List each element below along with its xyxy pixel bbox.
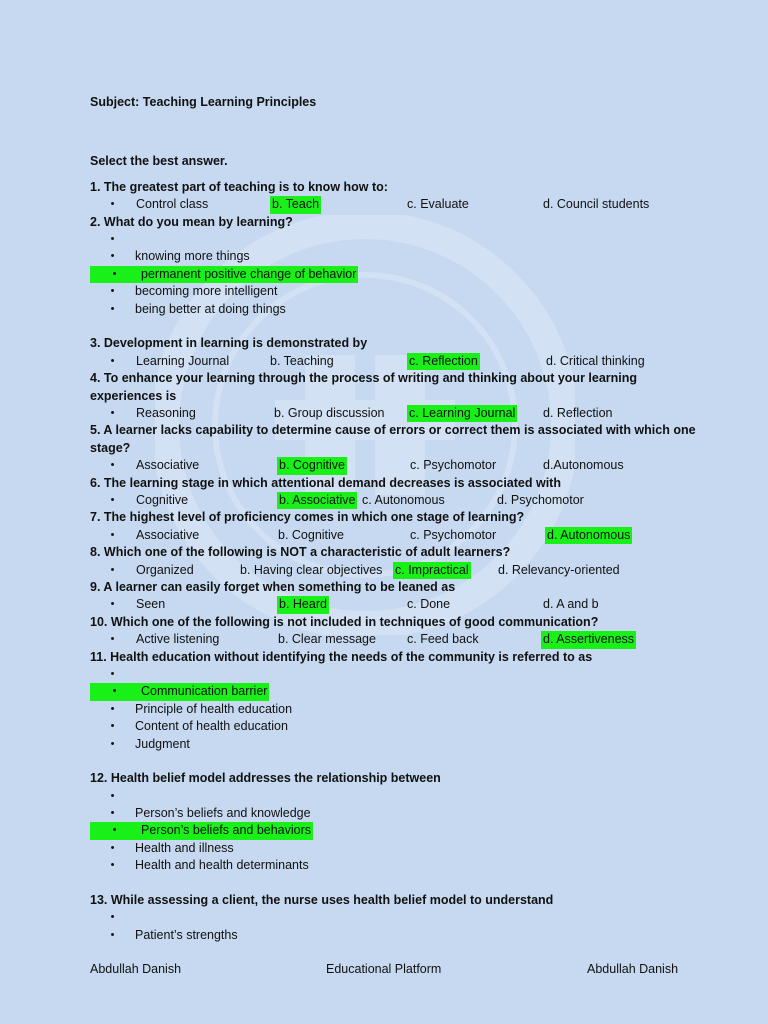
list-item: • Content of health education xyxy=(90,718,730,735)
option-a: Reasoning xyxy=(136,405,196,420)
option-d: d. Psychomotor xyxy=(497,492,584,507)
option-a: Organized xyxy=(136,562,194,577)
list-item-answer: • Communication barrier xyxy=(90,683,730,700)
option-b: b. Associative xyxy=(277,492,357,509)
option-d: d. A and b xyxy=(543,597,599,612)
bullet: • xyxy=(90,822,139,839)
list-item xyxy=(90,231,730,248)
list-item xyxy=(90,909,730,926)
option-a: Learning Journal xyxy=(136,353,230,368)
bullet: • xyxy=(110,354,115,367)
option-c: c. Feed back xyxy=(407,632,479,647)
bullet: • xyxy=(110,563,115,576)
bullet: • xyxy=(110,633,115,646)
list-item: • Health and health determinants xyxy=(90,857,730,874)
option-b: b. Teaching xyxy=(270,353,334,368)
option-c: c. Impractical xyxy=(393,562,471,579)
options-row-7 xyxy=(90,527,730,544)
bullet: • xyxy=(110,233,115,246)
option-d: d. Critical thinking xyxy=(546,353,645,368)
bullet: • xyxy=(110,789,115,802)
options-row-1 xyxy=(90,196,730,213)
option-b: b. Teach xyxy=(270,196,321,213)
options-row-9 xyxy=(90,596,730,613)
question-9: 9. A learner can easily forget when something to be leaned as xyxy=(90,579,456,594)
bullet: • xyxy=(110,911,115,924)
list-item-answer: • Person’s beliefs and behaviors xyxy=(90,822,730,839)
bullet: • xyxy=(110,302,115,315)
question-2: 2. What do you mean by learning? xyxy=(90,214,293,229)
options-row-3 xyxy=(90,353,730,370)
question-11: 11. Health education without identifying the needs of the community is referred to as xyxy=(90,649,593,664)
bullet: • xyxy=(110,928,115,941)
footer-left: Abdullah Danish xyxy=(90,962,182,976)
footer-center: Educational Platform xyxy=(326,962,442,976)
question-8: 8. Which one of the following is NOT a characteristic of adult learners? xyxy=(90,545,511,560)
bullet: • xyxy=(110,667,115,680)
option-b: b. Having clear objectives xyxy=(240,562,383,577)
question-6: 6. The learning stage in which attentional demand decreases is associated with xyxy=(90,475,561,490)
option-c: c. Psychomotor xyxy=(410,458,497,473)
options-row-4 xyxy=(90,405,730,422)
list-item xyxy=(90,788,730,805)
option-b: b. Clear message xyxy=(278,632,376,647)
option-c: c. Psychomotor xyxy=(410,527,497,542)
question-13: 13. While assessing a client, the nurse uses health belief model to understand xyxy=(90,893,554,908)
option-c: c. Autonomous xyxy=(362,492,445,507)
list-item: • knowing more things xyxy=(90,248,730,265)
options-row-8 xyxy=(90,562,730,579)
option-d: d. Autonomous xyxy=(545,527,632,544)
bullet: • xyxy=(110,859,115,872)
option-d: d. Assertiveness xyxy=(541,631,636,648)
bullet: • xyxy=(90,266,139,283)
instruction: Select the best answer. xyxy=(90,154,228,169)
option-b: b. Cognitive xyxy=(277,457,347,474)
option-d: d. Council students xyxy=(543,197,650,212)
option-a: Control class xyxy=(136,197,209,212)
bullet: • xyxy=(110,250,115,263)
options-row-6 xyxy=(90,492,730,509)
bullet: • xyxy=(110,285,115,298)
options-row-10 xyxy=(90,631,730,648)
option-b: b. Heard xyxy=(277,596,329,613)
bullet: • xyxy=(110,493,115,506)
list-item: • Judgment xyxy=(90,736,730,753)
bullet: • xyxy=(110,720,115,733)
list-item: • Principle of health education xyxy=(90,701,730,718)
bullet: • xyxy=(110,598,115,611)
question-3: 3. Development in learning is demonstrated by xyxy=(90,336,368,351)
bullet: • xyxy=(110,406,115,419)
list-item: • becoming more intelligent xyxy=(90,283,730,300)
footer-right: Abdullah Danish xyxy=(587,962,679,976)
option-c: c. Evaluate xyxy=(407,197,469,212)
bullet: • xyxy=(110,459,115,472)
list-item: • being better at doing things xyxy=(90,301,730,318)
option-c: c. Done xyxy=(407,597,451,612)
bullet: • xyxy=(110,841,115,854)
options-row-5 xyxy=(90,457,730,474)
question-10: 10. Which one of the following is not included in techniques of good communication? xyxy=(90,614,599,629)
question-7: 7. The highest level of proficiency comes in which one stage of learning? xyxy=(90,510,525,525)
option-a: Associative xyxy=(136,527,200,542)
bullet: • xyxy=(110,528,115,541)
bullet: • xyxy=(110,737,115,750)
question-4-cont: experiences is xyxy=(90,388,177,403)
question-1: 1. The greatest part of teaching is to know how to: xyxy=(90,179,388,194)
option-c: c. Reflection xyxy=(407,353,480,370)
list-item: • Person’s beliefs and knowledge xyxy=(90,805,730,822)
question-5: 5. A learner lacks capability to determine cause of errors or correct them is associated with which one stage? xyxy=(90,423,696,455)
option-d: d.Autonomous xyxy=(543,458,624,473)
list-item xyxy=(90,666,730,683)
option-a: Active listening xyxy=(136,632,220,647)
option-a: Seen xyxy=(136,597,166,612)
bullet: • xyxy=(110,702,115,715)
option-b: b. Group discussion xyxy=(274,405,385,420)
question-4: 4. To enhance your learning through the process of writing and thinking about your learning xyxy=(90,371,638,386)
question-12: 12. Health belief model addresses the relationship between xyxy=(90,771,441,786)
option-a: Cognitive xyxy=(136,492,189,507)
list-item-answer: • permanent positive change of behavior xyxy=(90,266,730,283)
option-d: d. Relevancy-oriented xyxy=(498,562,620,577)
bullet: • xyxy=(110,807,115,820)
bullet: • xyxy=(110,198,115,211)
option-c: c. Learning Journal xyxy=(407,405,517,422)
subject-line: Subject: Teaching Learning Principles xyxy=(90,95,317,109)
list-item: • Patient’s strengths xyxy=(90,927,730,944)
bullet: • xyxy=(90,683,139,700)
list-item: • Health and illness xyxy=(90,840,730,857)
option-d: d. Reflection xyxy=(543,405,613,420)
option-b: b. Cognitive xyxy=(278,527,345,542)
option-a: Associative xyxy=(136,458,200,473)
